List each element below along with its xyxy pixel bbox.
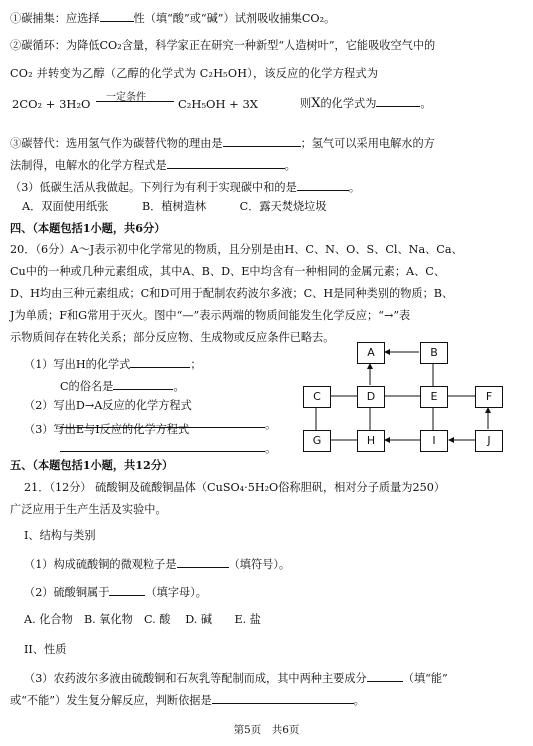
q21-part-3b-end: 。 xyxy=(353,694,365,707)
node-d: D xyxy=(357,386,385,408)
electrolysis-text: 法制得，电解水的化学方程式是 xyxy=(10,159,167,172)
low-carbon-text: （3）低碳生活从我做起。下列行为有利于实现碳中和的是 xyxy=(10,181,297,194)
node-a: A xyxy=(357,342,385,364)
equation-question-text-2: 的化学式为 xyxy=(320,97,377,110)
q20-stem-5: 示物质间存在转化关系；部分反应物、生成物或反应条件已略去。 xyxy=(10,331,335,344)
carbon-capture-text: ①碳捕集：应选择 xyxy=(10,12,100,25)
q21-part-2-end: （填字母）。 xyxy=(145,586,207,599)
node-j: J xyxy=(475,430,503,452)
q21-part-3-text: （3）农药波尔多液由硫酸铜和石灰乳等配制而成，其中两种主要成分 xyxy=(24,672,367,685)
answer-blank-category[interactable] xyxy=(109,584,145,596)
node-f: F xyxy=(475,386,503,408)
q20-part-1 xyxy=(24,356,202,372)
q20-part-1-text: （1）写出H的化学式 xyxy=(24,358,131,371)
q20-part-2-end: 。 xyxy=(265,418,277,431)
answer-blank-h-formula[interactable] xyxy=(130,356,190,368)
q20-stem-3: D、H均由三种元素组成；C和D可用于配制农药波尔多液；C、H是同种类别的物质；B、 xyxy=(10,287,454,300)
q21-part-3b xyxy=(10,692,365,708)
answer-blank-particles[interactable] xyxy=(177,556,229,568)
q20-part-3: （3）写出E与I反应的化学方程式 xyxy=(24,423,190,436)
answer-blank-can-react[interactable] xyxy=(367,670,403,682)
q20-part-3-end: 。 xyxy=(265,442,277,455)
equation-x: X xyxy=(311,96,321,111)
answer-blank-reason[interactable] xyxy=(212,692,354,704)
q21-part-2-text: （2）硫酸铜属于 xyxy=(24,586,110,599)
carbon-capture-line xyxy=(10,10,335,26)
q21-stem-1: 21．（12分） 硫酸铜及硫酸铜晶体（CuSO₄·5H₂O俗称胆矾，相对分子质量为250） xyxy=(24,481,446,494)
carbon-substitution-line xyxy=(10,135,435,151)
equation-left: 2CO₂ + 3H₂O xyxy=(12,97,91,111)
q20-part-1b-end: 。 xyxy=(173,380,185,393)
q20-stem-1: 20．（6分）A～J表示初中化学常见的物质，且分别是由H、C、N、O、S、Cl、Na、Ca、 xyxy=(10,243,463,256)
carbon-cycle-line: ②碳循环：为降低CO₂含量，科学家正在研究一种新型“人造树叶”，它能吸收空气中的 xyxy=(10,39,436,52)
q21-part-1 xyxy=(24,556,290,572)
q21-part-3 xyxy=(24,670,448,686)
answer-blank-c-common-name[interactable] xyxy=(113,378,173,390)
q20-stem-4: J为单质；F和G常用于灭火。图中“—”表示两端的物质间能发生化学反应；“→”表 xyxy=(10,309,411,322)
carbon-capture-text-end: 性（填“酸”或“碱”）试剂吸收捕集CO₂。 xyxy=(133,12,336,25)
q20-part-3-answer xyxy=(60,426,276,456)
q21-part-3b-text: 或“不能”）发生复分解反应，判断依据是 xyxy=(10,694,212,707)
equation-question xyxy=(300,95,432,112)
q21-section-structure: I、结构与类别 xyxy=(24,529,96,542)
equation-question-end: 。 xyxy=(420,97,432,110)
node-i: I xyxy=(420,430,448,452)
q21-part-1-text: （1）构成硫酸铜的微观粒子是 xyxy=(24,558,177,571)
node-h: H xyxy=(357,430,385,452)
answer-blank-acid-base[interactable] xyxy=(100,10,134,22)
q20-part-1b xyxy=(60,378,185,394)
q21-stem-2: 广泛应用于生产生活及实验中。 xyxy=(10,503,167,516)
carbon-substitution-text: ③碳替代：选用氢气作为碳替代物的理由是 xyxy=(10,137,223,150)
page-footer: 第5页 共6页 xyxy=(233,724,300,736)
node-e: E xyxy=(420,386,448,408)
node-c: C xyxy=(303,386,331,408)
answer-blank-x-formula[interactable] xyxy=(376,95,420,107)
answer-blank-e-i-equation[interactable] xyxy=(60,440,265,452)
q21-part-2 xyxy=(24,584,207,600)
q20-part-2: （2）写出D→A反应的化学方程式 xyxy=(24,399,192,412)
low-carbon-options: A．双面使用纸张 B．植树造林 C．露天焚烧垃圾 xyxy=(22,200,327,213)
q21-category-options: A. 化合物 B. 氧化物 C. 酸 D. 碱 E. 盐 xyxy=(24,613,261,626)
electrolysis-line xyxy=(10,157,296,173)
carbon-cycle-line-2: CO₂ 并转变为乙醇（乙醇的化学式为 C₂H₅OH），该反应的化学方程式为 xyxy=(10,67,379,80)
node-b: B xyxy=(420,342,448,364)
carbon-substitution-text-end: ；氢气可以采用电解水的方 xyxy=(300,137,435,150)
section-4-heading: 四、（本题包括1小题，共6分） xyxy=(10,221,166,235)
q21-part-1-end: （填符号）。 xyxy=(228,558,291,571)
q21-section-properties: II、性质 xyxy=(24,643,67,656)
equation-right: C₂H₅OH + 3X xyxy=(178,97,258,111)
section-5-heading: 五、（本题包括1小题，共12分） xyxy=(10,458,174,472)
answer-blank-hydrogen-reason[interactable] xyxy=(223,135,301,147)
q20-part-1b-text: C的俗名是 xyxy=(60,380,114,393)
equation-condition: 一定条件 xyxy=(106,92,146,103)
substance-relationship-diagram xyxy=(295,330,505,455)
low-carbon-line xyxy=(10,179,360,195)
equation-arrow xyxy=(96,101,174,102)
answer-blank-low-carbon[interactable] xyxy=(297,179,349,191)
q21-part-3-end: （填“能” xyxy=(402,672,448,685)
node-g: G xyxy=(303,430,331,452)
electrolysis-text-end: 。 xyxy=(284,159,296,172)
q20-stem-2: Cu中的一种或几种元素组成，其中A、B、D、E中均含有一种相同的金属元素；A、C、 xyxy=(10,265,446,278)
equation-question-text: 则 xyxy=(300,97,312,110)
answer-blank-electrolysis-equation[interactable] xyxy=(167,157,285,169)
low-carbon-text-end: 。 xyxy=(348,181,361,194)
q20-part-1-end: ； xyxy=(190,358,202,371)
